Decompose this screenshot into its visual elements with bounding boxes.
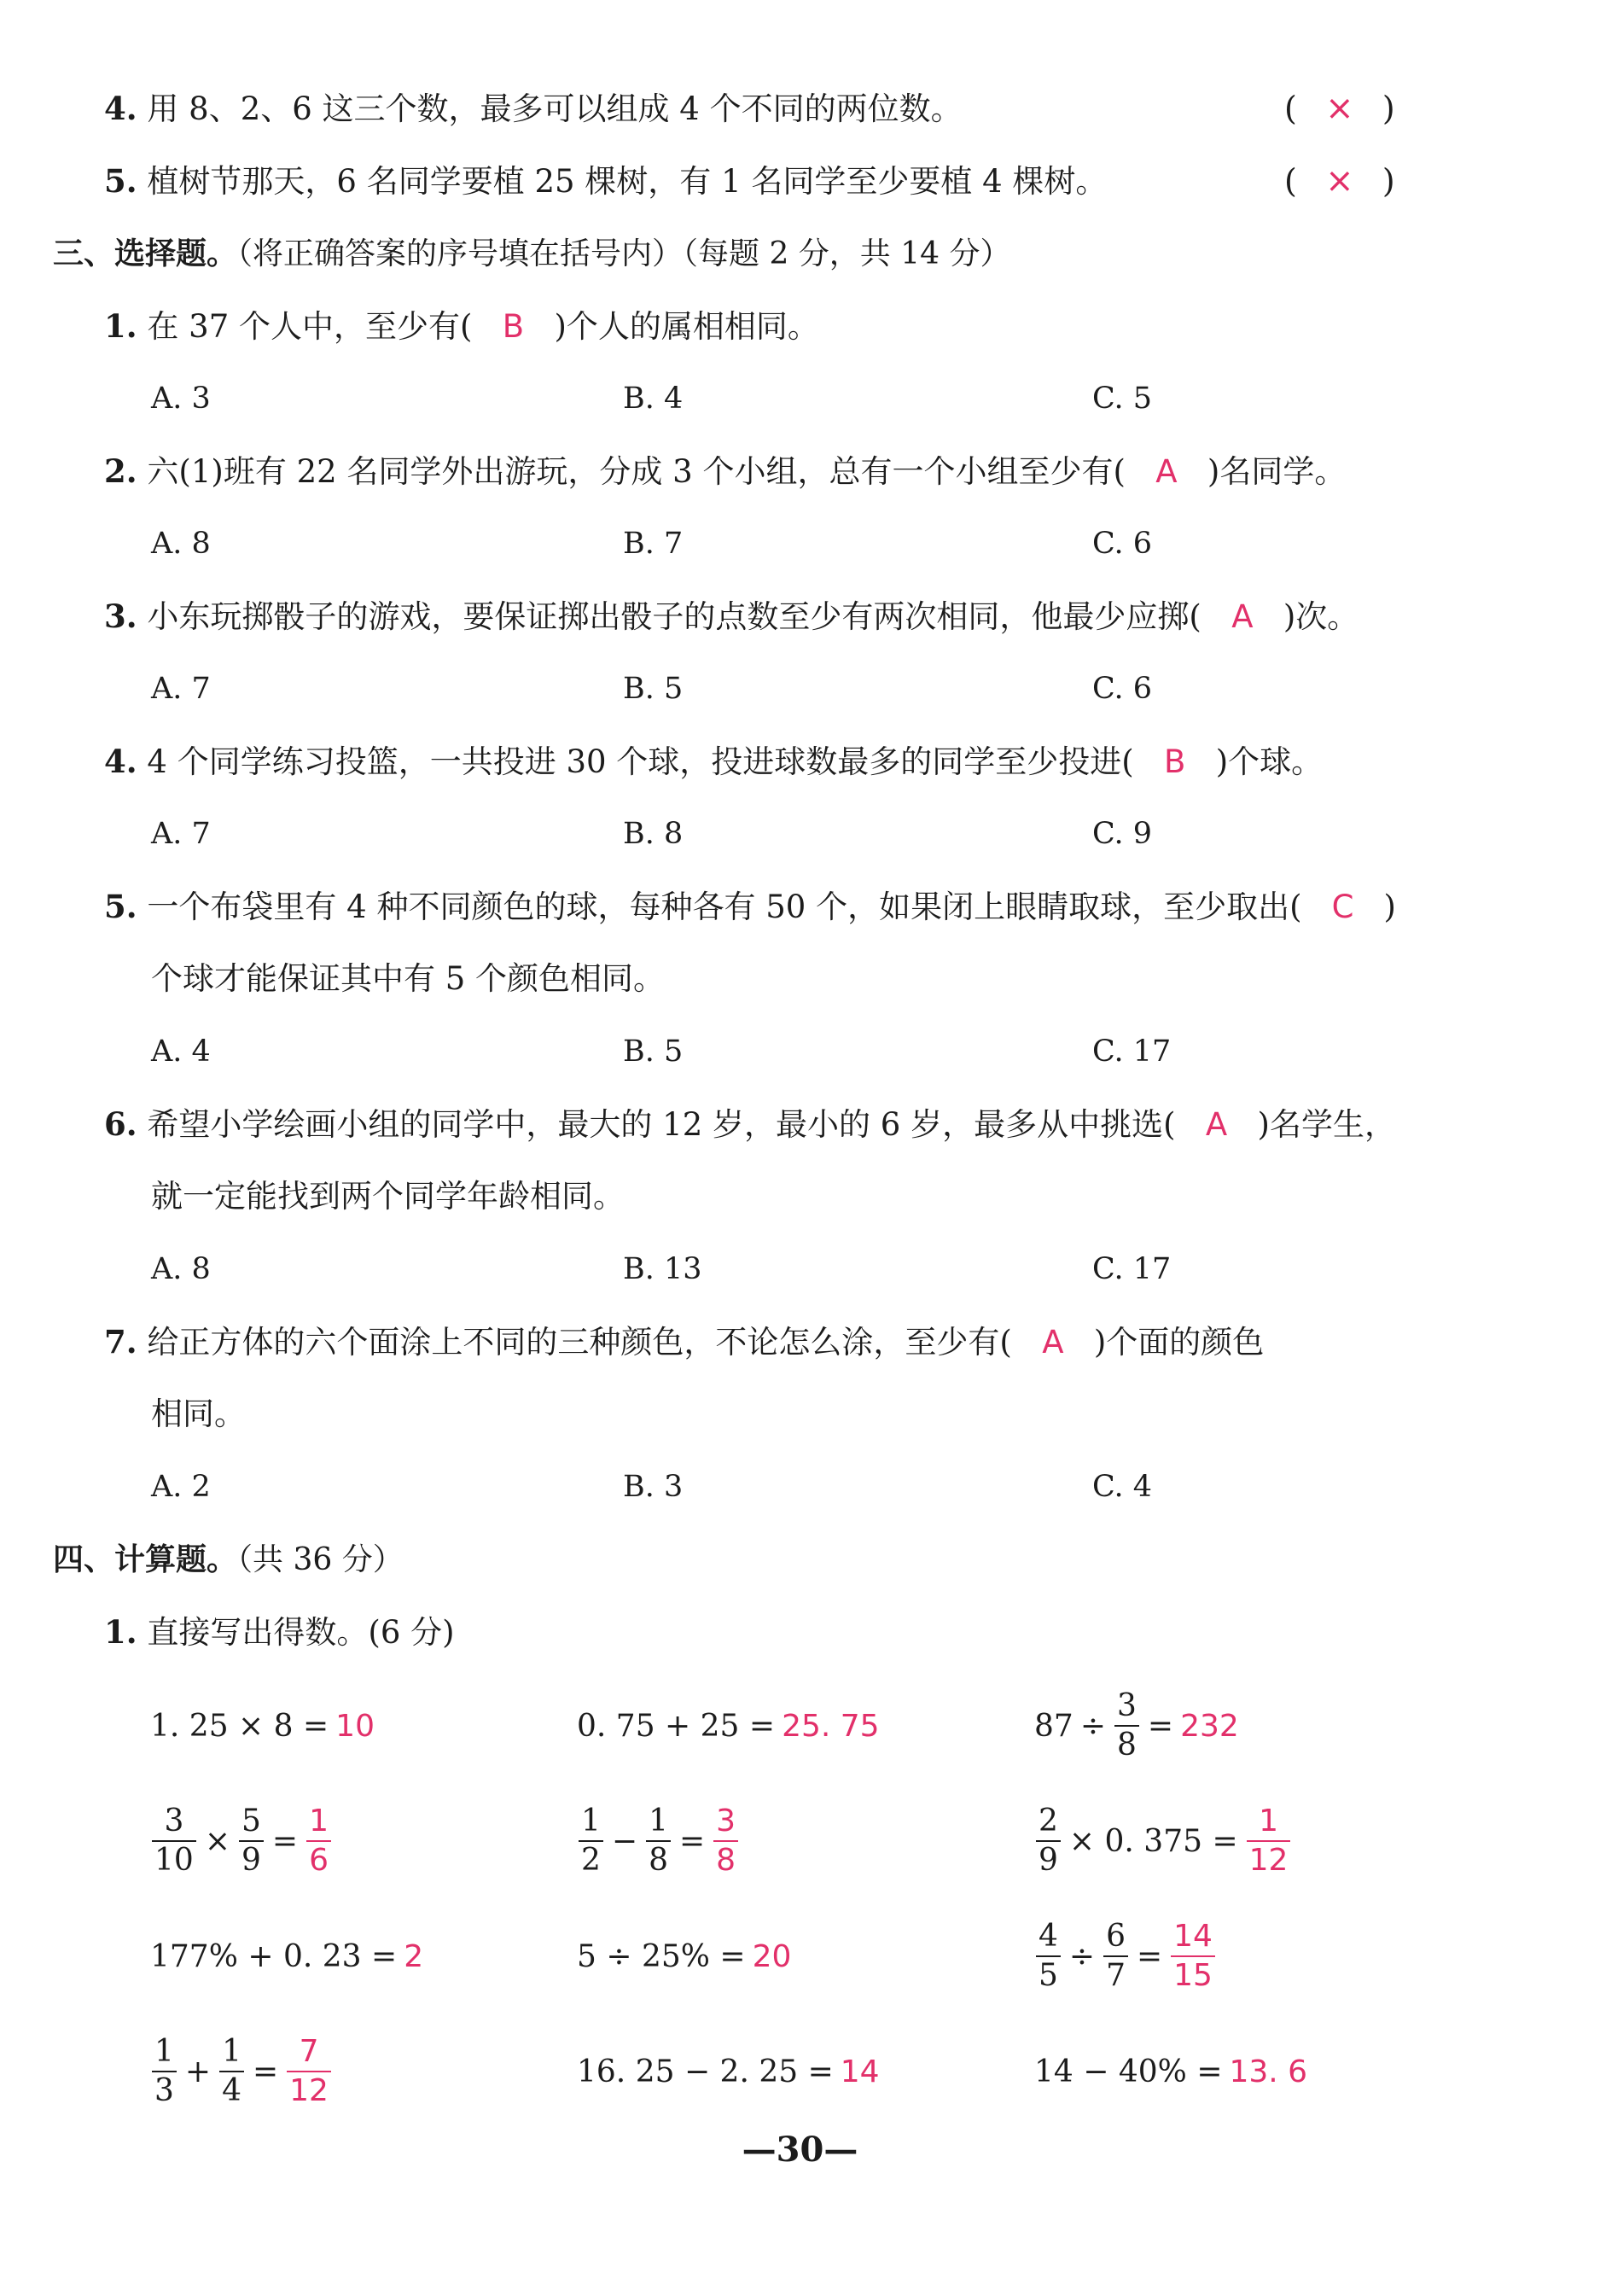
page-number: —30—: [742, 2130, 858, 2170]
question-text-end: )次。: [1283, 598, 1359, 635]
answer: 2: [404, 1938, 424, 1974]
item-number: 4.: [104, 743, 137, 780]
equals: =: [252, 2054, 279, 2089]
denominator: 15: [1171, 1955, 1215, 1991]
answer-letter: A: [1231, 598, 1254, 635]
choice-question-2: [104, 450, 1346, 493]
answer-fraction: [1171, 1921, 1215, 1991]
section-note: （共 36 分）: [237, 1542, 404, 1577]
fraction: [152, 2034, 177, 2108]
question-text: 在 37 个人中，至少有(: [147, 308, 473, 345]
choice-question-5: [104, 885, 1396, 929]
question-continuation: 个球才能保证其中有 5 个颜色相同。: [151, 960, 666, 997]
option-b: B. 3: [623, 1470, 684, 1504]
option-c: C. 6: [1092, 527, 1153, 561]
expression: 1. 25 × 8 =: [150, 1708, 329, 1744]
answer-fraction: [713, 1806, 738, 1876]
denominator: 10: [152, 1840, 196, 1876]
calc-r1c3: [1031, 1683, 1242, 1769]
open-paren: (: [1284, 162, 1297, 200]
section-note: （将正确答案的序号填在括号内）（每题 2 分，共 14 分）: [237, 236, 1011, 271]
numerator: 14: [1173, 1919, 1213, 1954]
denominator: 7: [1103, 1955, 1128, 1991]
numerator: 6: [1106, 1919, 1126, 1954]
choice-question-7: [104, 1320, 1264, 1364]
choice-question-3: [104, 595, 1359, 638]
fraction: [152, 1806, 196, 1876]
section-3-heading: [53, 232, 1011, 276]
numerator: 1: [649, 1804, 668, 1839]
answer-fraction: [287, 2034, 331, 2108]
judge-item-4: [104, 87, 963, 131]
numerator: 1: [154, 2034, 174, 2069]
option-c: C. 5: [1092, 382, 1153, 416]
option-a: A. 2: [151, 1470, 211, 1504]
close-paren: ): [1382, 162, 1395, 200]
answer-letter: C: [1331, 889, 1354, 925]
denominator: 2: [579, 1840, 603, 1876]
denominator: 5: [1036, 1955, 1061, 1991]
numerator: 1: [222, 2034, 241, 2069]
numerator: 7: [299, 2034, 319, 2069]
option-b: B. 8: [623, 817, 684, 851]
denominator: 3: [152, 2071, 177, 2107]
option-a: A. 8: [151, 1252, 211, 1286]
numerator: 5: [241, 1804, 261, 1839]
item-number: 1.: [104, 1613, 137, 1651]
calc-instruction: 直接写出得数。(6 分): [147, 1614, 455, 1651]
answer-letter: A: [1155, 453, 1178, 490]
choice-question-6: [104, 1103, 1396, 1146]
question-text: 六(1)班有 22 名同学外出游玩，分成 3 个小组，总有一个小组至少有(: [147, 453, 1126, 490]
judge-answer-5: [1284, 160, 1395, 202]
question-text-end: )个面的颜色: [1093, 1324, 1265, 1361]
option-b: B. 5: [623, 1034, 684, 1069]
equals: =: [271, 1823, 299, 1859]
denominator: 12: [287, 2071, 331, 2107]
option-b: B. 7: [623, 527, 684, 561]
calc-r1c1: [147, 1683, 378, 1769]
answer: 13. 6: [1229, 2054, 1308, 2089]
expression: 16. 25 − 2. 25 =: [577, 2054, 834, 2089]
denominator: 8: [713, 1840, 738, 1876]
equals: =: [1147, 1708, 1174, 1744]
question-text-end: )名同学。: [1207, 453, 1347, 490]
option-c: C. 17: [1092, 1034, 1172, 1069]
fraction: [1103, 1921, 1128, 1991]
fraction: [1036, 1921, 1061, 1991]
answer-letter: B: [1164, 743, 1186, 780]
operand: 87: [1034, 1708, 1073, 1744]
answer-fraction: [1247, 1806, 1291, 1876]
answer: 25. 75: [782, 1708, 880, 1744]
option-c: C. 9: [1092, 817, 1153, 851]
question-text-end: )个人的属相相同。: [554, 308, 819, 345]
item-number: 5.: [104, 162, 137, 200]
calc-r3c3: [1031, 1914, 1220, 1999]
option-a: A. 7: [151, 817, 211, 851]
question-continuation: 相同。: [151, 1396, 246, 1432]
question-text: 植树节那天，6 名同学要植 25 棵树，有 1 名同学至少要植 4 棵树。: [147, 163, 1108, 200]
choice-question-4: [104, 740, 1323, 784]
answer-letter: A: [1042, 1324, 1064, 1361]
item-number: 4.: [104, 90, 137, 127]
cross-mark-answer: ×: [1325, 161, 1354, 201]
calc-r3c1: [147, 1914, 427, 1999]
numerator: 3: [1116, 1688, 1137, 1723]
operator: ÷: [1079, 1708, 1106, 1744]
expression: 14 − 40% =: [1034, 2054, 1223, 2089]
answer: 232: [1180, 1708, 1239, 1744]
answer: 14: [840, 2054, 880, 2089]
option-a: A. 8: [151, 527, 211, 561]
item-number: 7.: [104, 1323, 137, 1361]
numerator: 3: [716, 1804, 736, 1839]
question-text-end: ): [1383, 889, 1396, 925]
close-paren: ): [1382, 90, 1395, 127]
denominator: 6: [306, 1840, 331, 1876]
question-text: 一个布袋里有 4 种不同颜色的球，每种各有 50 个，如果闭上眼睛取球，至少取出(: [147, 889, 1302, 925]
calc-r4c3: [1031, 2029, 1311, 2114]
fraction: [579, 1806, 603, 1876]
answer-letter: B: [502, 308, 525, 345]
calc-r4c2: [573, 2029, 883, 2114]
open-paren: (: [1284, 90, 1297, 127]
question-text-end: )个球。: [1215, 743, 1324, 780]
answer: 10: [335, 1708, 375, 1744]
equals: =: [1136, 1938, 1163, 1974]
expression: 0. 75 + 25 =: [577, 1708, 776, 1744]
option-c: C. 17: [1092, 1252, 1172, 1286]
fraction: [1036, 1806, 1061, 1876]
fraction: [239, 1806, 264, 1876]
section-title: 三、选择题。: [53, 236, 238, 271]
expression: 5 ÷ 25% =: [577, 1938, 746, 1974]
choice-question-1: [104, 305, 819, 348]
question-text: 用 8、2、6 这三个数，最多可以组成 4 个不同的两位数。: [147, 90, 963, 127]
denominator: 4: [219, 2071, 244, 2107]
expression-rest: × 0. 375 =: [1068, 1823, 1238, 1859]
section-title: 四、计算题。: [53, 1541, 238, 1577]
option-a: A. 7: [151, 672, 211, 706]
denominator: 8: [646, 1840, 671, 1876]
answer-letter: A: [1205, 1106, 1228, 1143]
numerator: 1: [581, 1804, 601, 1839]
question-text-end: )名学生，: [1257, 1106, 1396, 1143]
numerator: 1: [1259, 1804, 1278, 1839]
item-number: 3.: [104, 597, 137, 635]
cross-mark-answer: ×: [1325, 89, 1354, 128]
judge-answer-4: [1284, 87, 1395, 130]
operator: ×: [204, 1823, 230, 1859]
denominator: 9: [1036, 1840, 1061, 1876]
option-c: C. 4: [1092, 1470, 1153, 1504]
denominator: 9: [239, 1840, 264, 1876]
option-b: B. 5: [623, 672, 684, 706]
calc-r2c3: [1031, 1798, 1295, 1884]
numerator: 1: [309, 1804, 329, 1839]
equals: =: [678, 1823, 706, 1859]
expression: 177% + 0. 23 =: [150, 1938, 398, 1974]
item-number: 6.: [104, 1105, 137, 1143]
question-text: 给正方体的六个面涂上不同的三种颜色，不论怎么涂，至少有(: [147, 1324, 1012, 1361]
calc-r3c2: [573, 1914, 794, 1999]
calc-r2c1: [147, 1798, 336, 1884]
operator: ÷: [1068, 1938, 1096, 1974]
question-text: 小东玩掷骰子的游戏，要保证掷出骰子的点数至少有两次相同，他最少应掷(: [147, 598, 1201, 635]
section-4-heading: [53, 1538, 404, 1582]
answer-fraction: [306, 1806, 331, 1876]
question-text: 4 个同学练习投篮，一共投进 30 个球，投进球数最多的同学至少投进(: [147, 743, 1134, 780]
question-continuation: 就一定能找到两个同学年龄相同。: [151, 1178, 625, 1215]
numerator: 3: [164, 1804, 184, 1839]
numerator: 4: [1039, 1919, 1058, 1954]
numerator: 2: [1039, 1804, 1058, 1839]
calc-r2c2: [573, 1798, 743, 1884]
answer: 20: [752, 1938, 792, 1974]
fraction: [219, 2034, 244, 2108]
fraction: [646, 1806, 671, 1876]
denominator: 12: [1247, 1840, 1291, 1876]
option-b: B. 4: [623, 382, 684, 416]
question-text: 希望小学绘画小组的同学中，最大的 12 岁，最小的 6 岁，最多从中挑选(: [147, 1106, 1176, 1143]
option-c: C. 6: [1092, 672, 1153, 706]
judge-item-5: [104, 160, 1107, 203]
calc-r4c1: [147, 2029, 336, 2114]
option-a: A. 4: [151, 1034, 211, 1069]
option-a: A. 3: [151, 382, 211, 416]
item-number: 2.: [104, 452, 137, 490]
item-number: 1.: [104, 307, 137, 345]
denominator: 8: [1114, 1725, 1139, 1761]
calc-intro: [104, 1611, 455, 1654]
calc-r1c2: [573, 1683, 883, 1769]
fraction: [1114, 1688, 1139, 1763]
operator: +: [184, 2054, 212, 2089]
item-number: 5.: [104, 888, 137, 925]
option-b: B. 13: [623, 1252, 702, 1286]
operator: −: [611, 1823, 638, 1859]
